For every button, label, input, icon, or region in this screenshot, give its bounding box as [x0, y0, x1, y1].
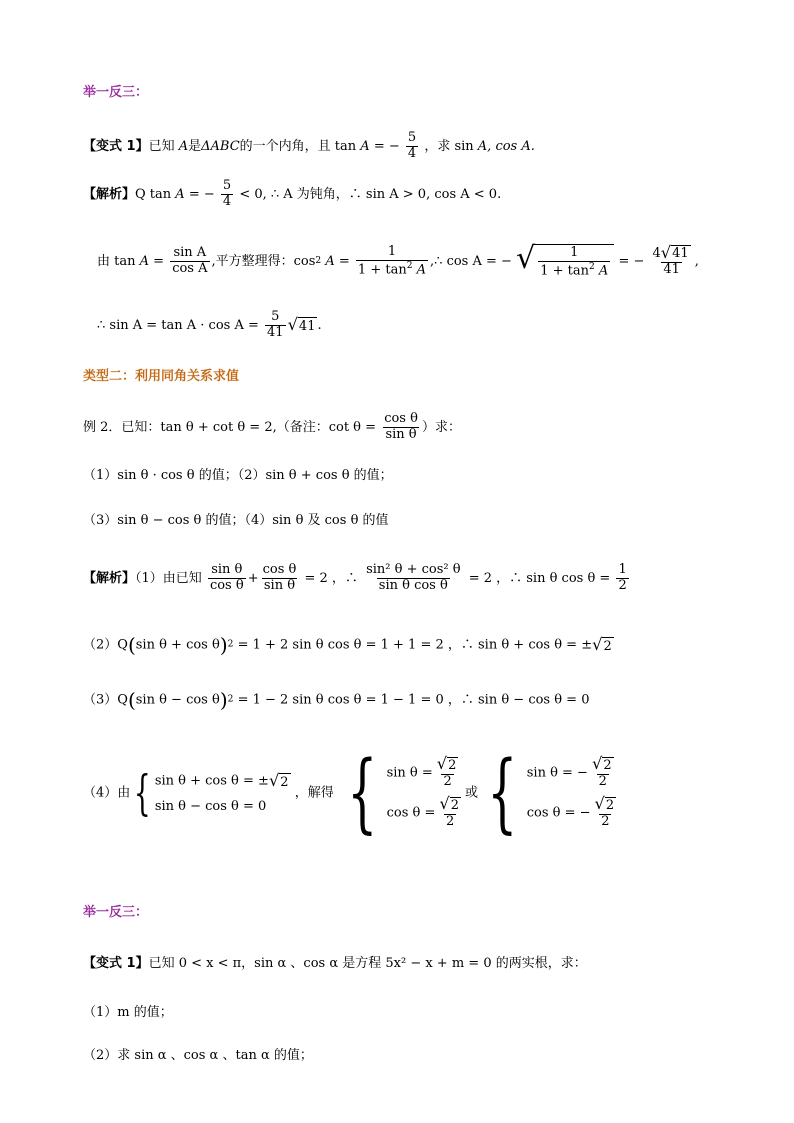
square-root-fraction: √ $\frac{1}{1 + \tan^2 A}$: [516, 244, 614, 279]
example-2-questions-1-2: （1）sin θ · cos θ 的值；（2）sin θ + cos θ 的值；: [83, 468, 393, 483]
section-heading-practice-1: 举一反三：: [83, 85, 149, 100]
variant-2-question: 【变式 1】已知 0 < x < π，sin α 、cos α 是方程 5x² − x + m = 0 的两实根，求：: [83, 956, 587, 971]
fraction-4-sqrt41-over-41: 4 √ 41 41: [652, 243, 689, 278]
example-2-answer-2: （2）Q(sin θ + cos θ)2 = 1 + 2 sin θ cos θ = 1 + 1 = 2 ，∴ sin θ + cos θ = ± √ 2: [83, 633, 612, 657]
variant-1-solution-line-1: 【解析】Q tan A = − $\frac{5}{4}$ < 0, ∴ A 为钝角，∴ sin A > 0, cos A < 0.: [83, 178, 502, 209]
fraction-cot-definition: $\frac{\text{cos θ}}{\text{sin θ}}$: [384, 411, 418, 442]
variant-1-solution-line-2: 由 tan A = $\frac{\text{sin A}}{\text{cos A}}$ ,平方整理得：cos2 A = $\frac{1}{1 + \tan^2 A}$ ,∴ cos A = − √ $\frac{1}{1 + \tan^2 A}$ = − 4 √ 41 41 ,: [97, 241, 699, 279]
fraction-sin-over-cos: $\frac{\text{sin A}}{\text{cos A}}$: [172, 245, 208, 277]
example-2-answer-4: （4）由{ sin θ + cos θ = ± √ 2 sin θ − cos θ = 0 ，解得 { sin θ = $\frac{√2}{2}$ cos θ = $\frac{√2}{2}$ 或 { sin θ = − $\frac{√2}{2}$ cos θ = − $\frac{√2}{2}$: [83, 750, 620, 836]
variant-1-question: 【变式 1】已知 A是ΔABC的一个内角，且 tan A = − $\frac{5}{4}$ ，求 sin A, cos A.: [83, 130, 535, 161]
example-2-answer-3: （3）Q(sin θ − cos θ)2 = 1 − 2 sin θ cos θ = 1 − 1 = 0 ，∴ sin θ − cos θ = 0: [83, 688, 590, 712]
example-2-answer-1: 【解析】（1）由已知 $\frac{\text{sin θ}}{\text{cos θ}}$ + $\frac{\text{cos θ}}{\text{sin θ}}$ = 2 ，∴ $\frac{\text{sin² θ + cos² θ}}{\text{sin θ cos θ}}$ = 2 ，∴ sin θ cos θ = $\frac{1}{2}$: [83, 562, 627, 593]
variant-2-question-2: （2）求 sin α 、cos α 、tan α 的值；: [83, 1048, 313, 1063]
fraction-5-4: $\frac{5}{4}$: [407, 130, 417, 161]
solution-set-1: sin θ = $\frac{√2}{2}$ cos θ = $\frac{√2}{2}$: [386, 754, 459, 829]
fraction-5-41: $\frac{5}{41}$: [267, 309, 284, 340]
example-2-questions-3-4: （3）sin θ − cos θ 的值；（4）sin θ 及 cos θ 的值: [83, 513, 389, 528]
section-heading-practice-2: 举一反三：: [83, 905, 149, 920]
solution-set-2: sin θ = − $\frac{√2}{2}$ cos θ = − $\frac{√2}{2}$: [526, 754, 615, 829]
variant-1-solution-line-3: ∴ sin A = tan A · cos A = $\frac{5}{41}$ √ 41 .: [97, 309, 322, 340]
fraction-cos-squared: $\frac{1}{1 + \tan^2 A}$: [357, 244, 427, 278]
equation-system: sin θ + cos θ = ± √ 2 sin θ − cos θ = 0: [154, 771, 289, 814]
example-2-statement: 例 2．已知：tan θ + cot θ = 2,（备注：cot θ = $\frac{\text{cos θ}}{\text{sin θ}}$ ）求：: [83, 411, 461, 442]
section-heading-type-2: 类型二：利用同角关系求值: [83, 369, 240, 384]
variant-2-question-1: （1）m 的值；: [83, 1005, 173, 1020]
fraction-5-4: $\frac{5}{4}$: [222, 178, 232, 209]
